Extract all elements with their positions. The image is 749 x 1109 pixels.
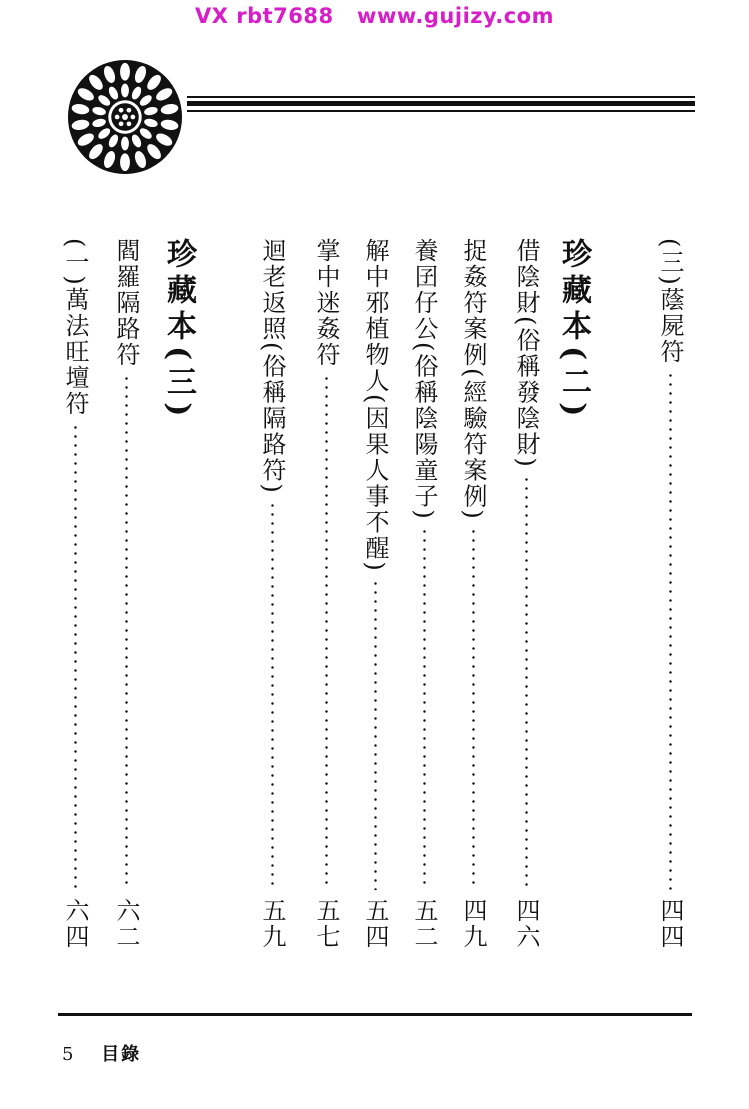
toc-entry-page: 四六 (512, 898, 540, 950)
dot-leader (525, 475, 528, 890)
section-heading: 珍藏本(三) (161, 238, 196, 423)
emblem-seed (119, 108, 124, 113)
toc-entry (511, 238, 541, 950)
emblem-seed (119, 121, 124, 126)
toc-entry-page: 四四 (656, 898, 684, 950)
watermark-text: VX rbt7688 www.gujizy.com (195, 4, 554, 28)
dot-leader (472, 527, 475, 890)
dot-leader (271, 501, 274, 890)
toc-entry-title: 養囝仔公(俗稱陰陽童子) (410, 238, 438, 521)
header-rule-thin-top (187, 96, 695, 98)
dot-leader (125, 374, 128, 890)
toc-entry (111, 238, 141, 950)
emblem-seed (127, 108, 132, 113)
toc-entry-title: 解中邪植物人(因果人事不醒) (361, 238, 389, 573)
toc-entry-title: (一)萬法旺壇符 (61, 238, 89, 417)
emblem-seed (115, 115, 120, 120)
emblem-seed (131, 115, 136, 120)
toc-entry-page: 六四 (61, 898, 89, 950)
toc-entry-page: 五九 (258, 898, 286, 950)
dot-leader (669, 371, 672, 890)
emblem-seed (122, 114, 128, 120)
toc-entry-title: 借陰財(俗稱發陰財) (512, 238, 540, 469)
dot-leader (423, 527, 426, 890)
toc-entry (360, 238, 390, 950)
dot-leader (325, 374, 328, 890)
section-heading: 珍藏本(二) (556, 238, 591, 423)
emblem-seed (127, 121, 132, 126)
dot-leader (374, 579, 377, 890)
emblem-petal (121, 84, 129, 98)
toc-entry (655, 238, 685, 950)
dot-leader (74, 423, 77, 890)
running-title: 目錄 (101, 1044, 142, 1065)
toc-entry-title: 掌中迷姦符 (312, 238, 340, 368)
emblem-petal (121, 137, 129, 151)
toc-entry (458, 238, 488, 950)
toc-entry (60, 238, 90, 950)
emblem-petal (120, 63, 130, 81)
toc-entry-page: 五四 (361, 898, 389, 950)
toc-entry-page: 五七 (312, 898, 340, 950)
page-number: 5 (62, 1044, 74, 1065)
toc-entry (311, 238, 341, 950)
toc-entry-page: 五二 (410, 898, 438, 950)
toc-entry-title: 閻羅隔路符 (112, 238, 140, 368)
header-rule-thin-bottom (187, 110, 695, 112)
toc-entry-title: 捉姦符案例(經驗符案例) (459, 238, 487, 521)
toc-entry-title: 迴老返照(俗稱隔路符) (258, 238, 286, 495)
header-rule-thick (187, 101, 695, 106)
toc-entry-title: (三)蔭屍符 (656, 238, 684, 365)
toc-entry (409, 238, 439, 950)
toc-entry-page: 四九 (459, 898, 487, 950)
toc-entry-page: 六二 (112, 898, 140, 950)
footer-rule (58, 1013, 692, 1016)
toc-entry (257, 238, 287, 950)
emblem-petal (120, 153, 130, 171)
lotus-emblem-icon (66, 58, 184, 176)
page-footer (62, 1040, 141, 1066)
